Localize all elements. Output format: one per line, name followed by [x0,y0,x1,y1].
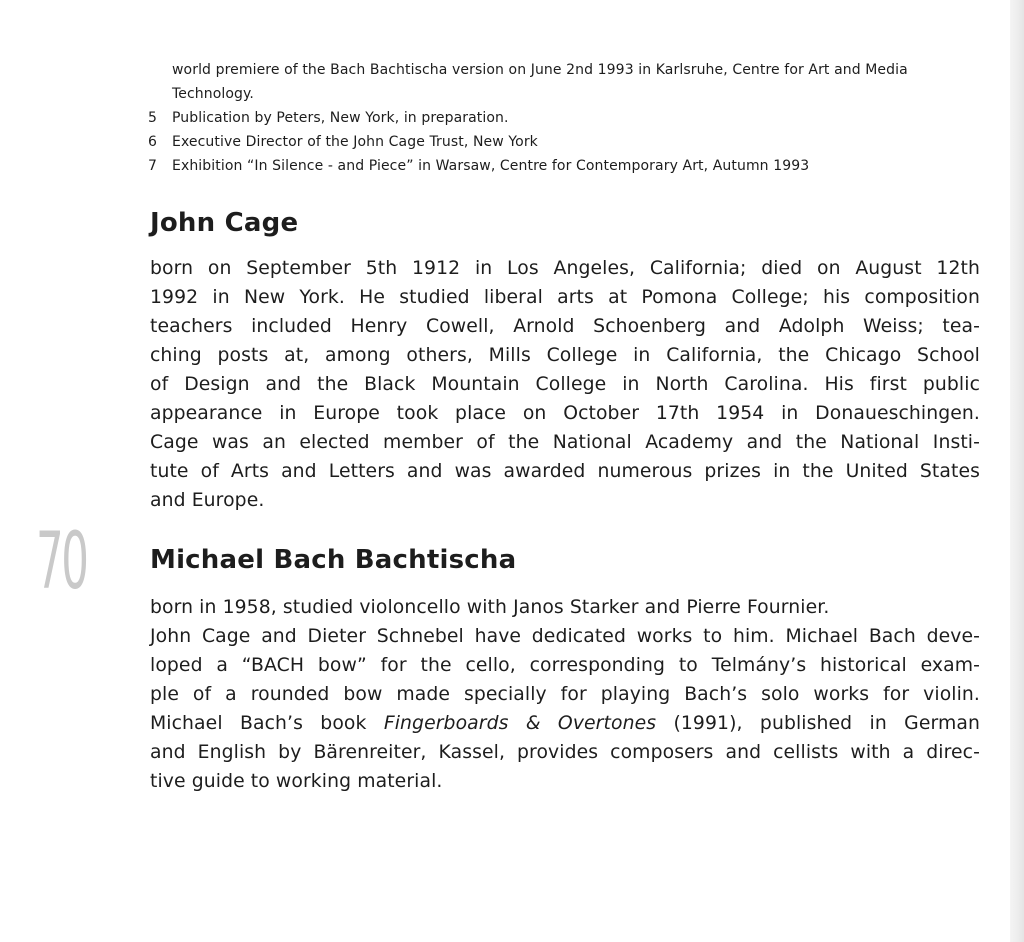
text-line: appearance in Europe took place on October 17th 1954 in Donaueschingen. [150,403,980,424]
text-line: born on September 5th 1912 in Los Angeles, California; died on August 12th [150,258,980,279]
text-line: ple of a rounded bow made specially for playing Bach’s solo works for violin. [150,684,980,705]
text-line: Cage was an elected member of the National Academy and the National Insti- [150,432,980,453]
footnote-number: 5 [148,110,158,126]
footnote-text: Executive Director of the John Cage Trust, New York [172,134,538,150]
book-title: Fingerboards & Overtones [383,713,657,734]
footnote-text: Exhibition “In Silence - and Piece” in Warsaw, Centre for Contemporary Art, Autumn 1993 [172,158,810,174]
biography-heading: Michael Bach Bachtischa [150,545,517,575]
footnote-number: 7 [148,158,158,174]
text-line: teachers included Henry Cowell, Arnold Schoenberg and Adolph Weiss; tea- [150,316,980,337]
text-line: and Europe. [150,490,265,511]
text-line: 1992 in New York. He studied liberal arts at Pomona College; his composition [150,287,980,308]
page-edge-shadow [1010,0,1024,942]
text-line: John Cage and Dieter Schnebel have dedicated works to him. Michael Bach deve- [150,626,980,647]
footnote-number: 6 [148,134,158,150]
text-line [150,709,980,738]
biography-heading: John Cage [150,208,299,238]
page-number: 70 [36,517,87,607]
text-fragment: Michael Bach’s book [150,713,384,734]
text-line: born in 1958, studied violoncello with Janos Starker and Pierre Fournier. [150,597,830,618]
footnote-4-continuation: world premiere of the Bach Bachtischa version on June 2nd 1993 in Karlsruhe, Centre for Art and Media Technology. [172,62,908,102]
biography-john-cage [150,206,980,515]
footnotes [148,58,988,178]
footnote-5 [148,106,988,130]
text-line: of Design and the Black Mountain College in North Carolina. His first public [150,374,980,395]
text-line: ching posts at, among others, Mills College in California, the Chicago School [150,345,980,366]
text-line: and English by Bärenreiter, Kassel, provides composers and cellists with a direc- [150,742,980,763]
biography-michael-bach-bachtischa [150,543,980,796]
text-line: tute of Arts and Letters and was awarded numerous prizes in the United States [150,461,980,482]
text-line: loped a “BACH bow” for the cello, corresponding to Telmány’s historical exam- [150,655,980,676]
footnote-text: Publication by Peters, New York, in preparation. [172,110,509,126]
biography-text [150,254,980,515]
footnote-6 [148,130,988,154]
text-line: tive guide to working material. [150,771,443,792]
text-fragment: (1991), published in German [656,713,980,734]
footnote-7 [148,154,988,178]
biography-text [150,593,980,796]
